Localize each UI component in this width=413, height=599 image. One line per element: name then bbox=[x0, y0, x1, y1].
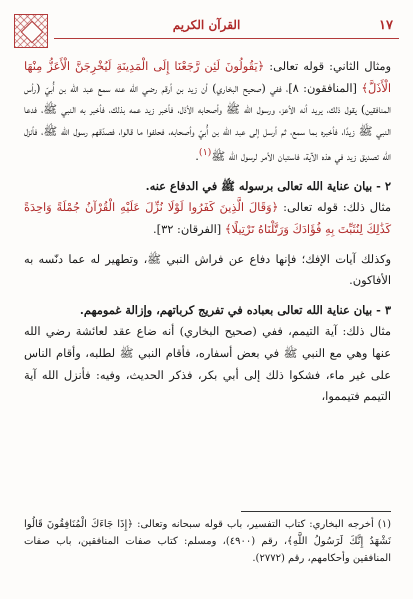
header-divider bbox=[54, 38, 399, 39]
footnote-divider bbox=[241, 511, 391, 512]
quran-verse: ﴿يَقُولُونَ لَئِن رَّجَعْنَا إِلَى الْمَدِينَةِ لَيُخْرِجَنَّ الْأَعَزُّ مِنْهَا الْأَذَلَّ﴾ bbox=[24, 59, 391, 95]
page-body bbox=[24, 56, 391, 408]
footnote-1: (١) أخرجه البخاري: كتاب التفسير، باب قوله سبحانه وتعالى: ﴿إِذَا جَاءَكَ الْمُنَافِقُونَ قَالُوا نَشْهَدُ إِنَّكَ لَرَسُولُ اللَّهِ﴾، رقم (٤٩٠٠)، ومسلم: كتاب صفات المنافقين، باب صفات المنافقين وأحكامهم، رقم (٢٧٧٢). bbox=[24, 519, 391, 564]
page-number: ١٧ bbox=[379, 18, 393, 33]
paragraph-tayammum: مثال ذلك: آية التيمم، ففي (صحيح البخاري) أنه ضاع عقد لعائشة رضي الله عنها وهي مع النبي ﷺ في بعض أسفاره، فأقام النبي ﷺ لطلبه، وأقام الناس على غير ماء، فشكوا ذلك إلى أبي بكر، فذكر الحديث، وفيه: فأنزل الله آية التيمم فتيمموا، bbox=[24, 324, 391, 404]
footnote-marker[interactable]: (١) bbox=[198, 147, 212, 159]
quran-verse: ﴿وَقَالَ الَّذِينَ كَفَرُوا لَوْلَا نُزِّلَ عَلَيْهِ الْقُرْآنُ جُمْلَةً وَاحِدَةً كَذَٰلِكَ لِنُثَبِّتَ بِهِ فُؤَادَكَ وَرَتَّلْنَاهُ تَرْتِيلًا﴾ bbox=[24, 200, 391, 236]
paragraph-ifk: وكذلك آيات الإفك؛ فإنها دفاع عن فراش النبي ﷺ، وتطهير له عما دنّسه به الأفاكون. bbox=[24, 251, 391, 288]
section-heading-3: ٣ - بيان عناية الله تعالى بعباده في تفريج كرباتهم، وإزالة غمومهم. bbox=[79, 302, 391, 317]
verse-reference: [الفرقان: ٣٢]. bbox=[153, 221, 225, 236]
example-intro: مثال ذلك: قوله تعالى: bbox=[278, 200, 391, 215]
example-text: [المنافقون: ٨]، ففي (صحيح البخاري) أن زيد بن أرقم رضي الله عنه سمع عبد الله بن أُبيّ (رأس المنافقين) يقول ذلك، يريد أنه الأعز، ورسول الله ﷺ وأصحابه الأذل، فأخبر زيد عمه بذلك، فأخبر به النبي ﷺ، فدعا النبي ﷺ زيدًا، فأخبره بما سمع، ثم أرسل إلى عبد الله بن أُبيّ وأصحابه، فحلفوا ما قالوا، فصدّقهم رسول الله ﷺ، فأنزل الله تصديق زيد في هذه الآية، فاستبان الأمر لرسول الله ﷺ bbox=[24, 80, 391, 164]
section-heading-2: ٢ - بيان عناية الله تعالى برسوله ﷺ في الدفاع عنه. bbox=[145, 178, 391, 193]
paragraph-example-furqan bbox=[24, 197, 391, 240]
example-intro: ومثال الثاني: قوله تعالى: bbox=[264, 59, 391, 73]
page-header bbox=[14, 14, 399, 48]
running-title: القرآن الكريم bbox=[172, 18, 241, 32]
paragraph-example-two: ومثال الثاني: قوله تعالى: ﴿يَقُولُونَ لَئِن رَّجَعْنَا إِلَى الْمَدِينَةِ لَيُخْرِجَنَّ الْأَعَزُّ مِنْهَا الْأَذَلَّ﴾ [المنافقون: ٨]، ففي (صحيح البخاري) أن زيد بن أرقم رضي الله عنه سمع عبد الله بن أُبيّ (رأس المنافقين) يقول ذلك، يريد أنه الأعز، ورسول الله ﷺ وأصحابه الأذل، فأخبر زيد عمه بذلك، فأخبر به النبي ﷺ، فدعا النبي ﷺ زيدًا، فأخبره بما سمع، ثم أرسل إلى عبد الله بن أُبيّ وأصحابه، فحلفوا ما قالوا، فصدّقهم رسول الله ﷺ، فأنزل الله تصديق زيد في هذه الآية، فاستبان الأمر لرسول الله ﷺ$^{(١)}$. bbox=[24, 59, 391, 164]
footnotes bbox=[24, 516, 391, 567]
